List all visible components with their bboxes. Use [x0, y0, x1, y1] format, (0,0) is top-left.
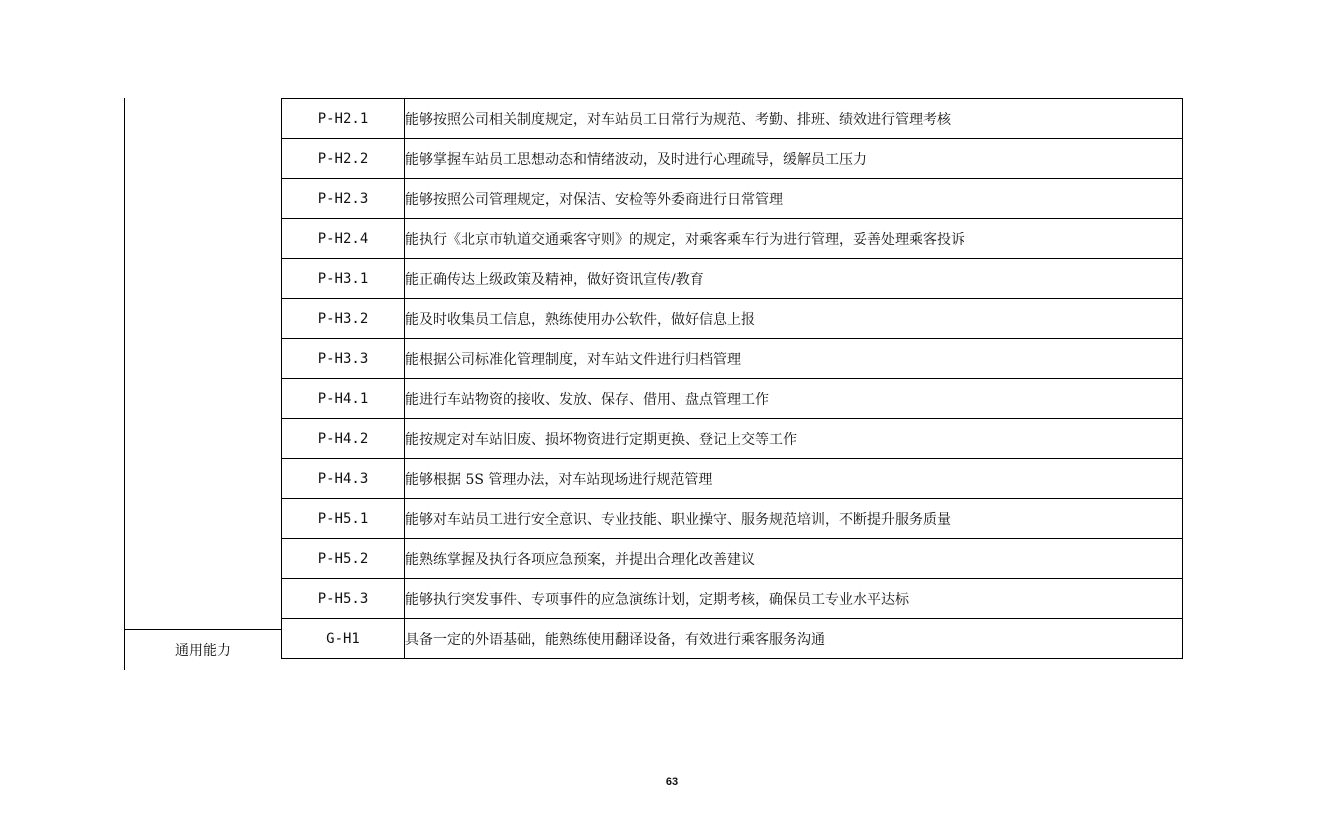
- competency-code: P-H2.1: [282, 99, 405, 139]
- competency-code: P-H4.2: [282, 419, 405, 459]
- competency-description: 能按规定对车站旧废、损坏物资进行定期更换、登记上交等工作: [405, 419, 1183, 459]
- table-row: [282, 259, 1183, 299]
- competency-description: 能正确传达上级政策及精神，做好资讯宣传/教育: [405, 259, 1183, 299]
- competency-description: 能根据公司标准化管理制度，对车站文件进行归档管理: [405, 339, 1183, 379]
- table-row: [282, 619, 1183, 659]
- competency-description: 能进行车站物资的接收、发放、保存、借用、盘点管理工作: [405, 379, 1183, 419]
- competency-code: P-H2.4: [282, 219, 405, 259]
- table-row: [282, 179, 1183, 219]
- table-row: [282, 499, 1183, 539]
- table-row: [282, 299, 1183, 339]
- competency-code: P-H4.1: [282, 379, 405, 419]
- competency-code: P-H4.3: [282, 459, 405, 499]
- competency-description: 能够按照公司管理规定，对保洁、安检等外委商进行日常管理: [405, 179, 1183, 219]
- table-row: [282, 459, 1183, 499]
- table-row: [282, 379, 1183, 419]
- competency-table-body: [282, 99, 1183, 659]
- competency-code: P-H2.2: [282, 139, 405, 179]
- table-row: [282, 419, 1183, 459]
- competency-description: 能够根据 5S 管理办法，对车站现场进行规范管理: [405, 459, 1183, 499]
- competency-description: 能够执行突发事件、专项事件的应急演练计划，定期考核，确保员工专业水平达标: [405, 579, 1183, 619]
- table-row: [282, 99, 1183, 139]
- competency-description: 能熟练掌握及执行各项应急预案，并提出合理化改善建议: [405, 539, 1183, 579]
- table-row: [282, 339, 1183, 379]
- competency-code: P-H5.1: [282, 499, 405, 539]
- competency-description: 能够按照公司相关制度规定，对车站员工日常行为规范、考勤、排班、绩效进行管理考核: [405, 99, 1183, 139]
- competency-description: 具备一定的外语基础，能熟练使用翻译设备，有效进行乘客服务沟通: [405, 619, 1183, 659]
- competency-description: 能及时收集员工信息，熟练使用办公软件，做好信息上报: [405, 299, 1183, 339]
- competency-table: [281, 98, 1183, 659]
- competency-code: P-H3.2: [282, 299, 405, 339]
- competency-description: 能够对车站员工进行安全意识、专业技能、职业操守、服务规范培训，不断提升服务质量: [405, 499, 1183, 539]
- competency-code: P-H5.2: [282, 539, 405, 579]
- page-number: 63: [665, 776, 679, 788]
- competency-description: 能执行《北京市轨道交通乘客守则》的规定，对乘客乘车行为进行管理，妥善处理乘客投诉: [405, 219, 1183, 259]
- competency-code: P-H3.1: [282, 259, 405, 299]
- table-left-border: [124, 98, 125, 670]
- competency-code: G-H1: [282, 619, 405, 659]
- table-row: [282, 579, 1183, 619]
- table-row: [282, 539, 1183, 579]
- competency-code: P-H3.3: [282, 339, 405, 379]
- competency-code: P-H5.3: [282, 579, 405, 619]
- competency-code: P-H2.3: [282, 179, 405, 219]
- table-row: [282, 139, 1183, 179]
- competency-description: 能够掌握车站员工思想动态和情绪波动，及时进行心理疏导，缓解员工压力: [405, 139, 1183, 179]
- category-general-ability: 通用能力: [175, 643, 231, 659]
- table-row: [282, 219, 1183, 259]
